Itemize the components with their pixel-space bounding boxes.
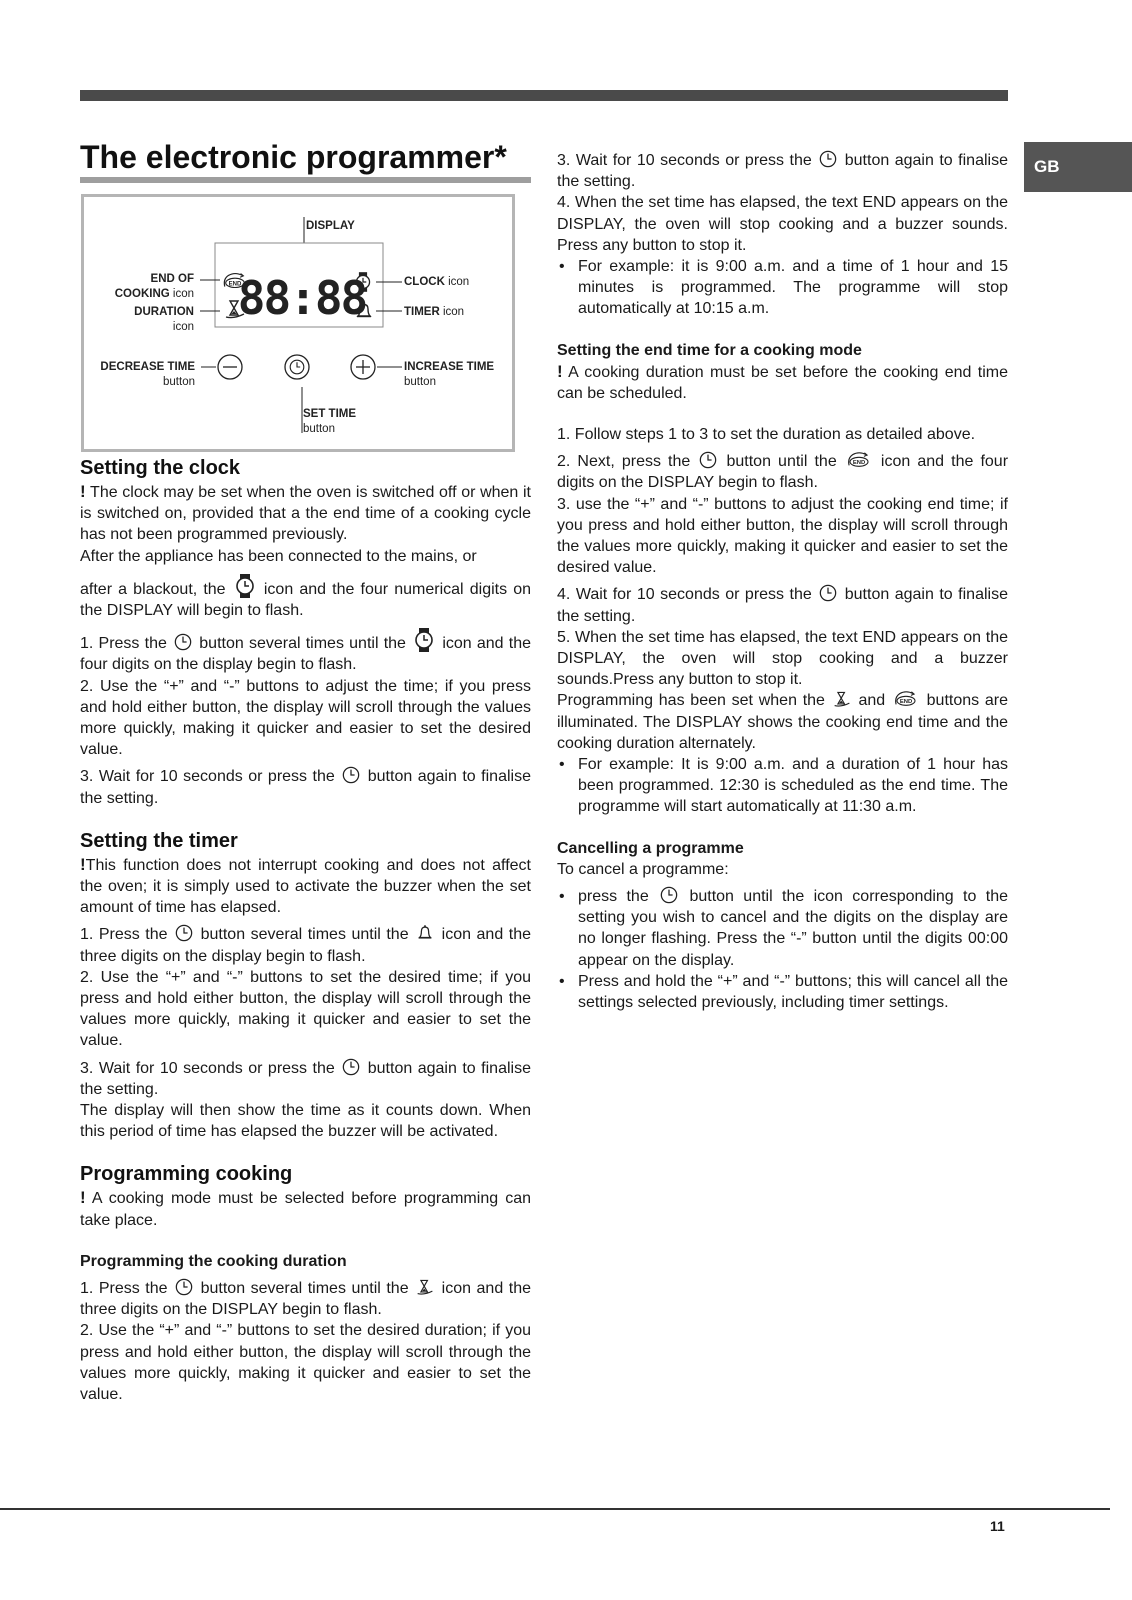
end-icon xyxy=(893,690,919,708)
page-number: 11 xyxy=(990,1518,1005,1534)
end-time-step-2: 2. Next, press the button until the icon and the four digits on the DISPLAY begin to flash. xyxy=(557,453,1009,492)
set-time-icon xyxy=(175,924,193,942)
set-time-icon xyxy=(342,766,360,784)
clock-heading: Setting the clock xyxy=(80,457,241,479)
timer-label: TIMER icon xyxy=(404,306,465,318)
clock-step-1: 1. Press the button several times until the icon and the four digits on the display begin to flash. xyxy=(80,627,531,675)
end-time-example: • For example: It is 9:00 a.m. and a duration of 1 hour has been programmed. 12:30 is scheduled as the end time. The programme will start automatically at 11:30 a.m. xyxy=(557,754,1008,818)
end-of-cooking-label: END OF xyxy=(150,273,194,285)
programming-note: ! A cooking mode must be selected before programming can take place. xyxy=(80,1188,531,1229)
clock-intro: After the appliance has been connected to the mains, or xyxy=(80,547,477,565)
set-time-icon xyxy=(699,451,717,469)
display-label: DISPLAY xyxy=(306,220,355,232)
timer-step-3: 3. Wait for 10 seconds or press the button again to finalise the setting. xyxy=(80,1059,531,1098)
increase-time-sub: button xyxy=(404,376,436,388)
clock-label: CLOCK icon xyxy=(404,276,470,288)
programming-heading: Programming cooking xyxy=(80,1163,293,1186)
clock-icon xyxy=(413,627,435,653)
set-time-sub: button xyxy=(303,423,335,435)
clock-intro-2: after a blackout, the icon and the four numerical digits on the DISPLAY will begin to flash. xyxy=(80,573,531,621)
programmer-diagram xyxy=(81,194,515,452)
display-digits: 88:88 xyxy=(237,271,367,325)
set-time-label: SET TIME xyxy=(303,408,357,420)
increase-time-label: INCREASE TIME xyxy=(404,361,495,373)
end-time-step-4: 4. Wait for 10 seconds or press the button again to finalise the setting. xyxy=(557,586,1008,625)
duration-step-2: 2. Use the “+” and “-” buttons to set the desired duration; if you press and hold either button, the display will scroll through the values more quickly, making it quicker and easier to set the value. xyxy=(80,1322,531,1403)
page-title: The electronic programmer* xyxy=(80,137,531,183)
right-column xyxy=(557,150,1008,1013)
set-time-icon xyxy=(342,1058,360,1076)
set-time-icon xyxy=(174,633,192,651)
decrease-time-label: DECREASE TIME xyxy=(100,361,195,373)
cancel-intro: To cancel a programme: xyxy=(557,860,729,878)
language-tab: GB xyxy=(1024,142,1132,192)
end-time-illuminated-note: Programming has been set when the and buttons are illuminated. The DISPLAY shows the cooking end time and the cooking duration alternately. xyxy=(557,692,1009,752)
set-time-icon xyxy=(819,584,837,602)
duration-sub: icon xyxy=(172,321,194,333)
end-time-subheading: Setting the end time for a cooking mode xyxy=(557,341,862,359)
duration-label: DURATION xyxy=(134,306,194,318)
timer-countdown-note: The display will then show the time as it counts down. When this period of time has elapsed the buzzer will be activated. xyxy=(80,1102,531,1141)
duration-icon xyxy=(416,1278,434,1296)
timer-step-2: 2. Use the “+” and “-” buttons to set the desired time; if you press and hold either button, the display will scroll through the values more quickly, making it quicker and easier to set the value. xyxy=(80,968,531,1050)
bottom-rule xyxy=(0,1508,1110,1510)
end-time-step-3: 3. use the “+” and “-” buttons to adjust the cooking end time; if you press and hold either button, the display will scroll through the values more quickly, making it quicker and easier to set the desired value. xyxy=(557,495,1008,577)
clock-step-3: 3. Wait for 10 seconds or press the button again to finalise the setting. xyxy=(80,768,531,807)
diagram-drawing xyxy=(84,197,512,449)
duration-example: • For example: it is 9:00 a.m. and a time of 1 hour and 15 minutes is programmed. The programme will stop automatically at 10:15 a.m. xyxy=(557,256,1008,320)
end-time-step-1: 1. Follow steps 1 to 3 to set the duration as detailed above. xyxy=(557,426,976,444)
timer-heading: Setting the timer xyxy=(80,829,238,852)
timer-step-1: 1. Press the button several times until the icon and the three digits on the display begin to flash. xyxy=(80,926,531,965)
end-time-step-5: 5. When the set time has elapsed, the text END appears on the DISPLAY, the oven will stop cooking and a buzzer sounds.Press any button to stop it. xyxy=(557,628,1008,689)
timer-note: !This function does not interrupt cooking and does not affect the oven; it is simply used to activate the buzzer when the set amount of time has elapsed. xyxy=(80,854,531,917)
duration-step-3: 3. Wait for 10 seconds or press the button again to finalise the setting. xyxy=(557,152,1008,191)
left-column xyxy=(80,456,531,1405)
clock-step-2: 2. Use the “+” and “-” buttons to adjust the time; if you press and hold either button, the display will scroll through the values more quickly, making it quicker and easier to set the desired value. xyxy=(80,677,531,759)
set-time-icon xyxy=(175,1278,193,1296)
end-of-cooking-label-2: COOKING icon xyxy=(114,288,194,300)
set-time-icon xyxy=(660,886,678,904)
duration-step-1: 1. Press the button several times until the icon and the three digits on the DISPLAY begin to flash. xyxy=(80,1279,531,1319)
cancel-subheading: Cancelling a programme xyxy=(557,839,744,857)
duration-step-4: 4. When the set time has elapsed, the text END appears on the DISPLAY, the oven will stop cooking and a buzzer sounds. Press any button to stop it. xyxy=(557,194,1008,254)
cancel-bullet-2: • Press and hold the “+” and “-” buttons; this will cancel all the settings selected previously, including timer settings. xyxy=(557,971,1008,1013)
clock-icon xyxy=(234,573,256,599)
duration-icon xyxy=(833,690,851,708)
clock-note: ! The clock may be set when the oven is switched off or when it is switched on, provided that a the end time of a cooking cycle has not been programmed previously. xyxy=(80,482,531,544)
end-time-note: ! A cooking duration must be set before the cooking end time can be scheduled. xyxy=(557,361,1009,402)
duration-subheading: Programming the cooking duration xyxy=(80,1252,347,1270)
bell-icon xyxy=(416,924,434,942)
decrease-time-sub: button xyxy=(163,376,195,388)
end-icon xyxy=(846,451,872,469)
top-rule xyxy=(80,90,1008,101)
set-time-icon xyxy=(819,150,837,168)
cancel-bullet-1: • press the button until the icon corresponding to the setting you wish to cancel and the digits on the display are no longer flashing. Press the “-” button until the digits 00:00 appear on the display. xyxy=(557,886,1008,971)
